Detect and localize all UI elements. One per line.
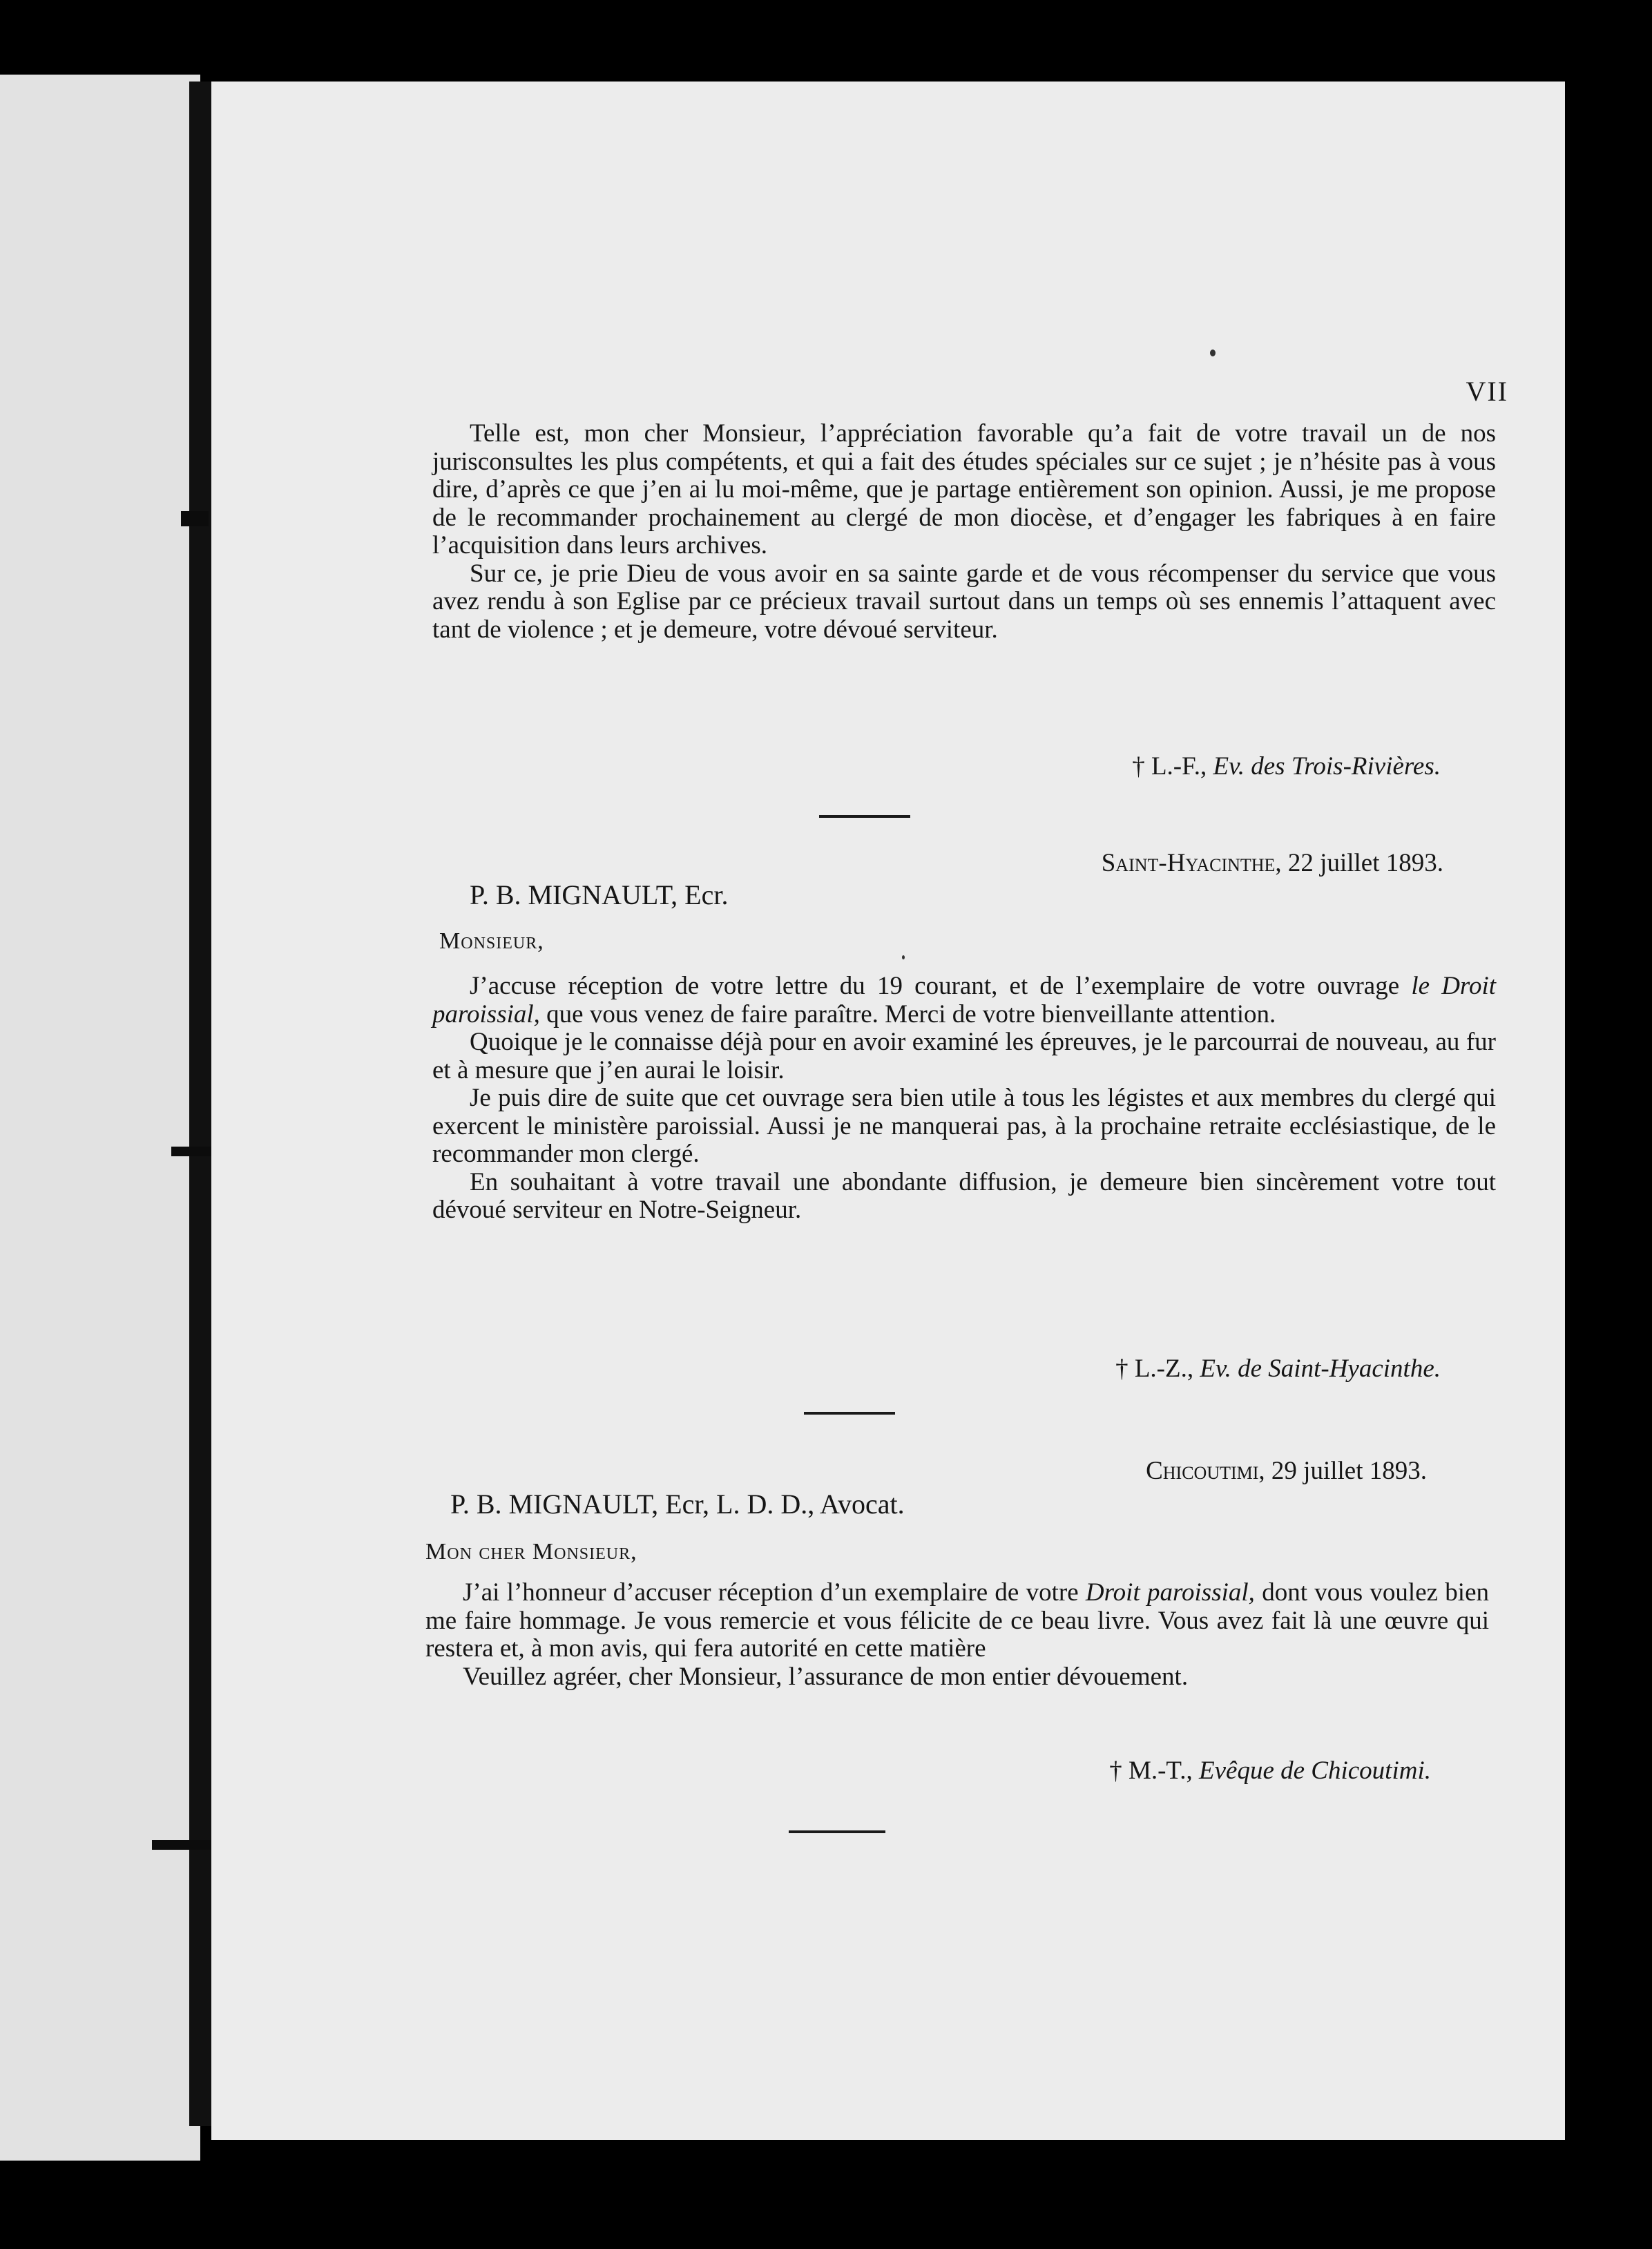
- letter-saint-hyacinthe: [432, 973, 1496, 1225]
- section-divider: [804, 1412, 895, 1415]
- book-title: Droit paroissial,: [1085, 1578, 1255, 1607]
- binding-clip: [171, 1147, 213, 1156]
- letter-trois-rivieres: [432, 420, 1496, 644]
- paragraph: Sur ce, je prie Dieu de vous avoir en sa sainte garde et de vous récompenser du service que vous avez rendu à son Eglise par ce précieux travail surtout dans un temps où ses ennemis l’attaquent avec tant de violence ; et je demeure, votre dévoué serviteur.: [432, 559, 1496, 644]
- paragraph: Je puis dire de suite que cet ouvrage sera bien utile à tous les légistes et aux membres du clergé qui exercent le ministère paroissial. Aussi je ne manquerai pas, à la prochaine retraite ecclésiastique, de le recommander mon clergé.: [432, 1084, 1496, 1168]
- section-divider: [819, 815, 910, 818]
- paragraph: J’accuse réception de votre lettre du 19 courant, et de l’exemplaire de votre ouvrage le Droit paroissial, que vous venez de faire paraître. Merci de votre bienveillante attention.: [432, 972, 1496, 1028]
- signature-saint-hyacinthe: † L.-Z., Ev. de Saint-Hyacinthe.: [1115, 1355, 1441, 1383]
- dust-speck: [902, 955, 905, 959]
- signature-chicoutimi: † M.-T., Evêque de Chicoutimi.: [1109, 1757, 1431, 1785]
- binding-gutter: [189, 82, 211, 2126]
- salutation: Monsieur,: [439, 928, 544, 954]
- paragraph: En souhaitant à votre travail une abondante diffusion, je demeure bien sincèrement votre tout dévoué serviteur en Notre-Seigneur.: [432, 1167, 1496, 1224]
- dateline-chicoutimi: Chicoutimi, 29 juillet 1893.: [1146, 1457, 1427, 1485]
- paragraph: J’ai l’honneur d’accuser réception d’un exemplaire de votre Droit paroissial, dont vous voulez bien me faire hommage. Je vous remercie et vous félicite de ce beau livre. Vous avez fait là une œuvre qui restera et, à mon avis, qui fera autorité en cette matière: [425, 1578, 1490, 1663]
- dateline-saint-hyacinthe: Saint-Hyacinthe, 22 juillet 1893.: [1101, 849, 1443, 877]
- dust-speck: [1210, 350, 1216, 356]
- addressee: P. B. MIGNAULT, Ecr.: [470, 879, 729, 910]
- section-divider: [789, 1830, 885, 1833]
- book-page: [211, 82, 1565, 2140]
- addressee: P. B. MIGNAULT, Ecr, L. D. D., Avocat.: [450, 1489, 905, 1520]
- letter-chicoutimi: [425, 1579, 1489, 1691]
- binding-clip: [181, 511, 209, 526]
- page-number: VII: [1466, 376, 1508, 407]
- salutation: Mon cher Monsieur,: [425, 1539, 637, 1564]
- paragraph: Quoique je le connaisse déjà pour en avoir examiné les épreuves, je le parcourrai de nouveau, au fur et à mesure que j’en aurai le loisir.: [432, 1028, 1496, 1084]
- paragraph: Telle est, mon cher Monsieur, l’appréciation favorable qu’a fait de votre travail un de nos jurisconsultes les plus compétents, et qui a fait des études spéciales sur ce sujet ; je n’hésite pas à vous dire, d’après ce que j’en ai lu moi-même, que je partage entièrement son opinion. Aussi, je me propose de le recommander prochainement au clergé de mon diocèse, et d’engager les fabriques à en faire l’acquisition dans leurs archives.: [432, 419, 1496, 559]
- book-title: le Droit paroissial,: [432, 972, 1496, 1028]
- signature-trois-rivieres: † L.-F., Ev. des Trois-Rivières.: [1132, 752, 1441, 781]
- paragraph: Veuillez agréer, cher Monsieur, l’assurance de mon entier dévouement.: [463, 1662, 1189, 1691]
